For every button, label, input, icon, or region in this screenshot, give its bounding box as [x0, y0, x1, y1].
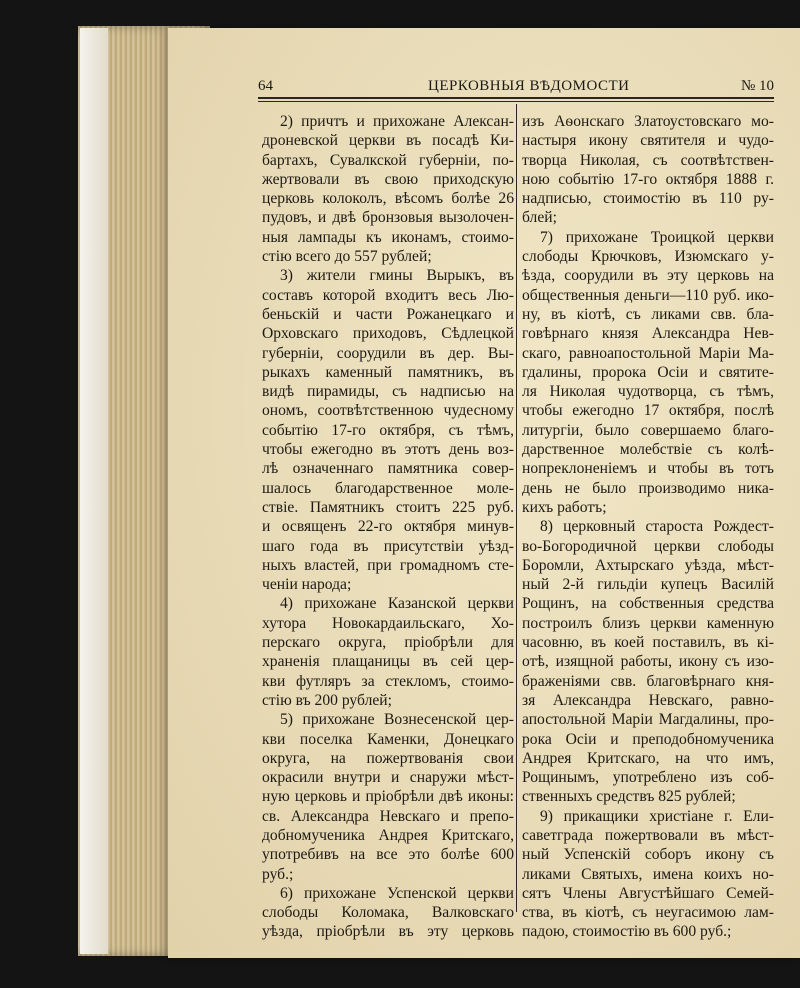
text-line: ства, въ кіотѣ, съ неугасимою лам-	[522, 904, 774, 922]
text-line: Боромли, Ахтырскаго уѣзда, мѣст-	[522, 556, 774, 574]
text-line: общественныя деньги—110 руб. ико-	[522, 286, 774, 304]
text-line: изъ Аѳонскаго Златоустовскаго мо-	[522, 113, 774, 130]
text-line: ченіи народа;	[262, 576, 352, 594]
text-line: уѣзда, пріобрѣли въ эту церковь	[262, 923, 514, 941]
right-column	[522, 112, 774, 942]
header-rule	[258, 97, 774, 99]
text-line: 8) церковный староста Рождест-	[540, 518, 774, 536]
text-line: надписью, стоимостію въ 110 ру-	[522, 190, 774, 208]
text-line: ономъ, соотвѣтственною чудесному	[262, 402, 514, 420]
text-line: гдалины, пророка Осіи и святите-	[522, 363, 774, 381]
text-line: 7) прихожане Троицкой церкви	[540, 228, 774, 246]
text-line: падою, стоимостію въ 600 руб.;	[522, 923, 732, 941]
text-line: 3) жители гмины Вырыкъ, въ	[280, 267, 514, 285]
text-line: ною событію 17-го октября 1888 г.	[522, 170, 774, 188]
text-line: пудовъ, и двѣ бронзовыя вызолочен-	[262, 209, 514, 227]
text-line: ный Успенскій соборъ икону съ	[522, 846, 774, 864]
text-line: ственныхъ средствъ 825 рублей;	[522, 788, 736, 806]
text-line: добномученика Андрея Критскаго,	[262, 826, 514, 844]
text-line: ну, въ кіотѣ, съ ликами свв. бла-	[522, 305, 774, 323]
text-line: 5) прихожане Вознесенской цер-	[280, 711, 514, 729]
text-line: скаго, равноапостольной Маріи Ма-	[522, 344, 774, 362]
text-line: и освященъ 22-го октября минув-	[262, 518, 514, 536]
page-number: 64	[258, 78, 273, 94]
text-line: ныя лампады къ иконамъ, стоимо-	[262, 228, 514, 246]
text-line: видѣ пирамиды, съ надписью на	[262, 383, 514, 401]
text-line: ствіе. Памятникъ стоитъ 225 руб.	[262, 498, 514, 516]
text-line: кихъ работъ;	[522, 498, 607, 516]
text-line: окрасили внутри и снаружи мѣст-	[262, 769, 514, 787]
text-line: часовню, въ коей поставилъ, въ кі-	[522, 634, 774, 652]
text-line: чтобы ежегодно въ этотъ день воз-	[262, 441, 514, 459]
text-line: 4) прихожане Казанской церкви	[280, 595, 514, 613]
text-line: храненія плащаницы въ сей цер-	[262, 653, 514, 671]
running-head	[258, 76, 774, 98]
text-line: округа, на пожертвованія свои	[262, 749, 514, 767]
text-line: саветграда пожертвовали въ мѣст-	[522, 826, 774, 844]
text-line: ную церковь и пріобрѣли двѣ иконы:	[262, 788, 514, 806]
text-line: ля Николая чудотворца, съ тѣмъ,	[522, 383, 774, 401]
text-line: Рощинымъ, употреблено изъ соб-	[522, 769, 774, 787]
text-line: ныхъ властей, при громадномъ сте-	[262, 556, 514, 574]
text-line: ликами Святыхъ, имена коихъ но-	[522, 865, 774, 883]
text-line: дарственное молебствіе съ колѣ-	[522, 441, 774, 459]
text-line: жертвовали въ свою приходскую	[262, 170, 514, 188]
text-line: церковь колоколъ, вѣсомъ болѣе 26	[262, 190, 514, 208]
text-line: отѣ, изящной работы, икону съ изо-	[522, 653, 774, 671]
text-line: зя Александра Невскаго, равно-	[522, 691, 774, 709]
text-line: апостольной Маріи Магдалины, про-	[522, 711, 774, 729]
text-line: день не было производимо ника-	[522, 479, 774, 497]
text-line: кви поселка Каменки, Донецкаго	[262, 730, 514, 748]
text-line: слободы Коломака, Валковскаго	[262, 904, 514, 922]
text-line: употребивъ на все это болѣе 600	[262, 846, 514, 864]
issue-number: № 10	[740, 78, 774, 94]
text-line: лѣ означеннаго памятника совер-	[262, 460, 514, 478]
text-line: перскаго округа, пріобрѣли для	[262, 634, 514, 652]
text-line: дроневской церкви въ посадѣ Ки-	[262, 132, 514, 150]
text-line: Рощинъ, на собственныя средства	[522, 595, 774, 613]
text-line: св. Александра Невскаго и препо-	[262, 807, 514, 825]
text-line: слободы Крючковъ, Изюмскаго у-	[522, 248, 774, 266]
text-line: хутора Новокардаильскаго, Хо-	[262, 614, 514, 632]
text-line: сятъ Члены Августѣйшаго Семей-	[522, 884, 774, 902]
text-line: бартахъ, Сувалкской губерніи, по-	[262, 151, 514, 169]
text-line: говѣрнаго князя Александра Нев-	[522, 325, 774, 343]
text-line: нопреклоненіемъ и чтобы въ тотъ	[522, 460, 774, 478]
column-divider	[516, 104, 517, 912]
header-rule-thin	[258, 101, 774, 102]
text-line: литургіи, было совершаемо благо-	[522, 421, 774, 439]
text-line: руб.;	[262, 865, 294, 883]
text-line: построилъ близъ церкви каменную	[522, 614, 774, 632]
journal-title: ЦЕРКОВНЫЯ ВѢДОМОСТИ	[428, 78, 630, 94]
book-cover-edge	[80, 28, 108, 954]
text-line: во-Богородичной церкви слободы	[522, 537, 774, 555]
text-line: рыкахъ каменный памятникъ, въ	[262, 363, 514, 381]
text-line: ѣзда, соорудили въ эту церковь на	[522, 267, 774, 285]
text-line: Андрея Критскаго, на что имъ,	[522, 749, 774, 767]
text-line: событію 17-го октября, съ тѣмъ,	[262, 421, 514, 439]
text-line: кви футляръ за стекломъ, стоимо-	[262, 672, 514, 690]
text-line: стію въ 200 рублей;	[262, 691, 392, 709]
text-line: 9) прикащики христіане г. Ели-	[540, 807, 774, 825]
text-line: настыря икону святителя и чудо-	[522, 132, 774, 150]
text-line: 6) прихожане Успенской церкви	[280, 884, 514, 902]
text-line: творца Николая, съ соотвѣтствен-	[522, 151, 774, 169]
text-line: Орховскаго приходовъ, Сѣдлецкой	[262, 325, 514, 343]
text-line: ный 2-й гильдіи купецъ Василій	[522, 576, 774, 594]
text-line: чтобы ежегодно 17 октября, послѣ	[522, 402, 774, 420]
text-line: шалось благодарственное моле-	[262, 479, 514, 497]
text-line: беньскій и части Рожанецкаго и	[262, 305, 514, 323]
text-line: стію всего до 557 рублей;	[262, 248, 432, 266]
text-line: блей;	[522, 209, 557, 227]
text-line: 2) причтъ и прихожане Алексан-	[280, 113, 514, 130]
text-line: рока Осіи и преподобномученика	[522, 730, 774, 748]
text-line: шаго года въ присутствіи уѣзд-	[262, 537, 514, 555]
text-line: браженіями свв. благовѣрнаго кня-	[522, 672, 774, 690]
text-line: составъ которой входитъ весь Лю-	[262, 286, 514, 304]
text-line: губерніи, соорудили въ дер. Вы-	[262, 344, 514, 362]
left-column	[262, 112, 514, 942]
